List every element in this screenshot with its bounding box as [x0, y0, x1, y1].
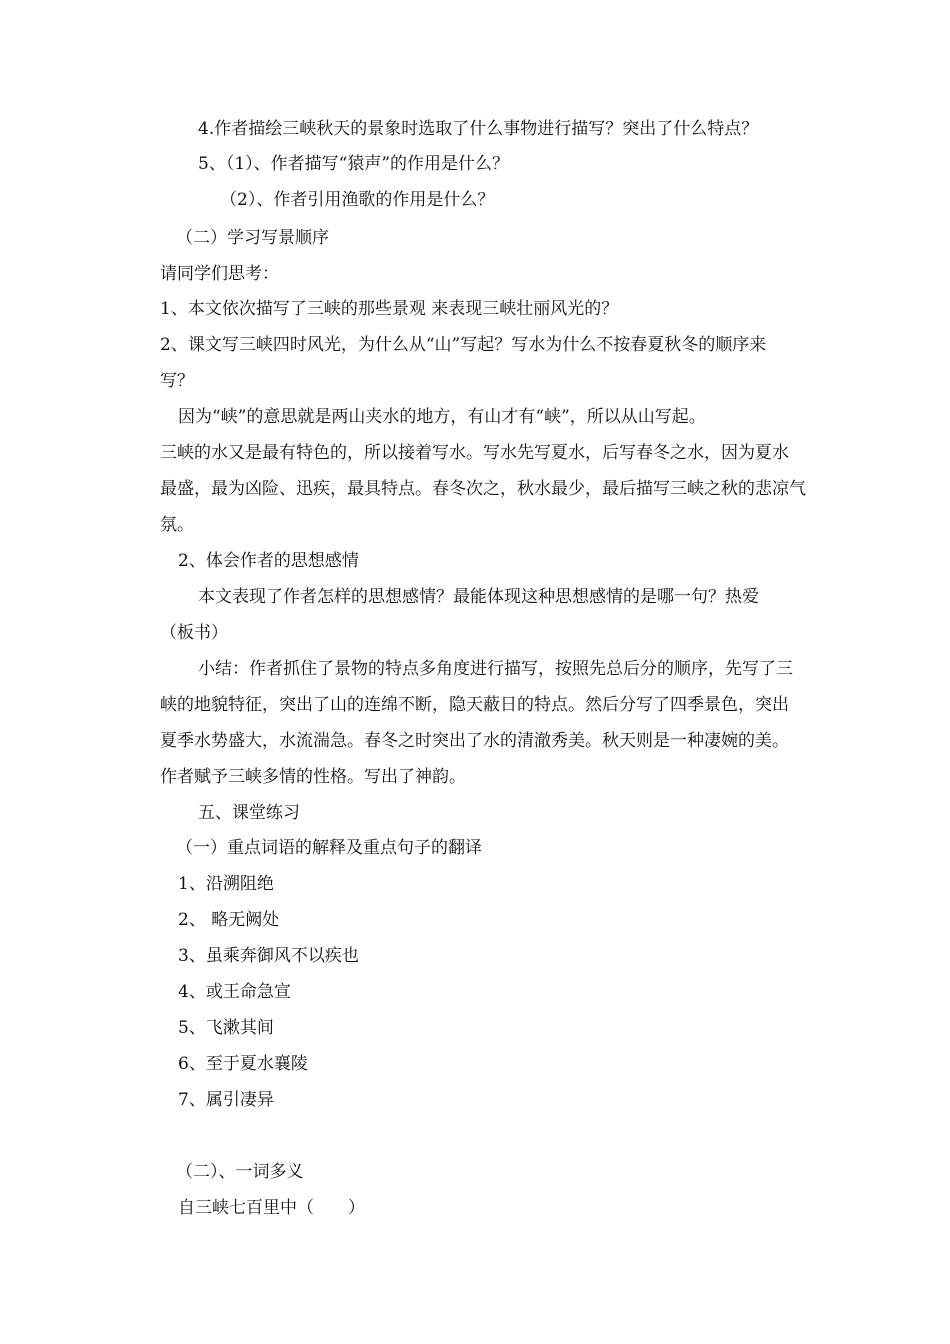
polysemy-item: 自三峡七百里中（ ） [178, 1198, 365, 1218]
practice-item: 3、虽乘奔御风不以疾也 [178, 946, 359, 966]
answer-line-4: 氛。 [160, 515, 194, 535]
summary-line-3: 夏季水势盛大，水流湍急。春冬之时突出了水的清澈秀美。秋天则是一种凄婉的美。 [160, 731, 789, 751]
think-item-2-line-2: 写？ [160, 371, 194, 391]
think-prompt: 请同学们思考： [160, 264, 279, 284]
question-5-part-2: （2）、作者引用渔歌的作用是什么？ [220, 190, 495, 210]
question-5-part-1: 5、（1）、作者描写“猿声”的作用是什么？ [198, 154, 510, 174]
practice-item: 4、或王命急宣 [178, 982, 291, 1002]
feelings-question-line-2: （板书） [160, 623, 228, 643]
practice-item: 1、沿溯阻绝 [178, 874, 274, 894]
summary-line-1: 小结：作者抓住了景物的特点多角度进行描写，按照先总后分的顺序，先写了三 [198, 659, 793, 679]
practice-item: 7、属引凄异 [178, 1090, 274, 1110]
section-heading-scene-order: （二）学习写景顺序 [176, 228, 329, 248]
question-4: 4.作者描绘三峡秋天的景象时选取了什么事物进行描写？突出了什么特点？ [198, 119, 759, 139]
section-heading-feelings: 2、体会作者的思想感情 [178, 551, 359, 571]
practice-item: 5、飞漱其间 [178, 1018, 274, 1038]
answer-line-2: 三峡的水又是最有特色的，所以接着写水。写水先写夏水，后写春冬之水，因为夏水 [160, 443, 789, 463]
answer-line-3: 最盛，最为凶险、迅疾，最具特点。春冬次之，秋水最少，最后描写三峡之秋的悲凉气 [160, 479, 806, 499]
practice-sub-heading: （一）重点词语的解释及重点句子的翻译 [176, 838, 482, 858]
feelings-question-line-1: 本文表现了作者怎样的思想感情？最能体现这种思想感情的是哪一句？热爱 [198, 587, 759, 607]
practice-item: 2、 略无阙处 [178, 910, 280, 930]
section-heading-practice: 五、课堂练习 [198, 803, 300, 823]
think-item-2-line-1: 2、课文写三峡四时风光，为什么从“山”写起？写水为什么不按春夏秋冬的顺序来 [160, 335, 767, 355]
summary-line-2: 峡的地貌特征，突出了山的连绵不断，隐天蔽日的特点。然后分写了四季景色，突出 [160, 695, 789, 715]
practice-item: 6、至于夏水襄陵 [178, 1054, 308, 1074]
answer-line-1: 因为“峡”的意思就是两山夹水的地方，有山才有“峡”，所以从山写起。 [178, 407, 706, 427]
think-item-1: 1、本文依次描写了三峡的那些景观 来表现三峡壮丽风光的？ [160, 299, 619, 319]
summary-line-4: 作者赋予三峡多情的性格。写出了神韵。 [160, 767, 466, 787]
polysemy-heading: （二）、一词多义 [176, 1162, 304, 1182]
